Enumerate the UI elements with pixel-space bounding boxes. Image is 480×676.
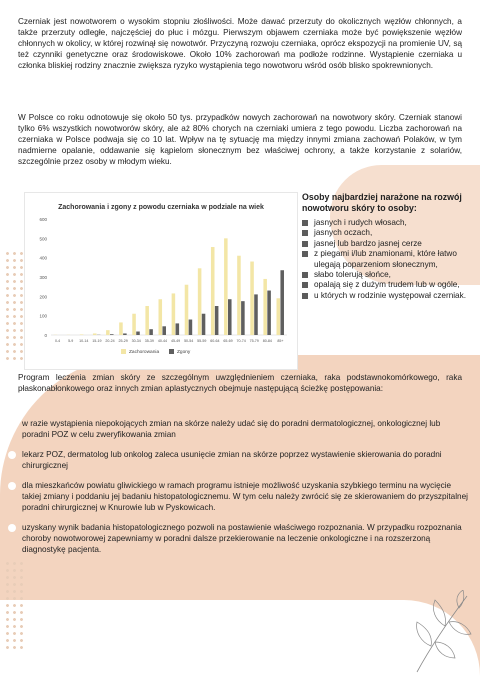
x-tick-label: 80-84 xyxy=(262,339,272,343)
x-tick-label: 55-59 xyxy=(197,339,207,343)
bar-zgony xyxy=(267,291,271,335)
square-bullet-icon xyxy=(302,282,308,288)
y-tick-label: 600 xyxy=(39,217,47,222)
risk-group-box xyxy=(302,192,472,301)
bar-zgony xyxy=(215,306,219,335)
bar-zgony xyxy=(149,329,153,335)
x-tick-label: 45-49 xyxy=(170,339,181,343)
treatment-step xyxy=(8,480,468,513)
melanoma-age-chart xyxy=(24,192,298,370)
treatment-step-text: w razie wystąpienia niepokojących zmian na skórze należy udać się do poradni dermatologicznej, onkologicznej lub poradni POZ w celu zweryfikowania zmian xyxy=(22,419,441,439)
decorative-dot-pattern-lower xyxy=(4,560,26,650)
circle-bullet-icon xyxy=(8,420,16,428)
risk-item-text: opalają się z dużym trudem lub w ogóle, xyxy=(314,280,460,290)
square-bullet-icon xyxy=(302,241,308,247)
decorative-dot-pattern xyxy=(4,250,26,360)
x-tick-label: 40-44 xyxy=(157,339,168,343)
risk-item-text: jasnych i rudych włosach, xyxy=(314,218,407,227)
bar-zgony xyxy=(162,326,166,335)
x-tick-label: 50-54 xyxy=(184,339,194,343)
x-tick-label: 20-24 xyxy=(105,339,115,343)
x-tick-label: 85+ xyxy=(277,339,284,343)
legend-swatch-zgony xyxy=(169,349,174,354)
bar-zachorowania xyxy=(132,314,136,335)
y-tick-label: 100 xyxy=(39,313,47,319)
x-tick-label: 60-64 xyxy=(210,339,220,343)
legend-label: Zachorowania xyxy=(129,350,160,355)
x-tick-label: 25-29 xyxy=(118,339,128,343)
bar-zachorowania xyxy=(277,298,281,335)
bar-zgony xyxy=(202,314,206,335)
square-bullet-icon xyxy=(302,293,308,299)
circle-bullet-icon xyxy=(8,524,16,532)
risk-item-text: z piegami i/lub znamionami, które łatwo ulegają poparzeniom słonecznym, xyxy=(314,249,457,269)
treatment-program-intro: Program leczenia zmian skóry ze szczególnym uwzględnieniem czerniaka, raka podstawnokomórkowego, raka płaskonabłonkowego oraz innych zmian aplastycznych obejmuje następującą ścieżkę postępowania: xyxy=(18,373,462,393)
bar-zgony xyxy=(123,333,127,335)
legend-label: Zgony xyxy=(177,350,191,355)
square-bullet-icon xyxy=(302,272,308,278)
bar-zgony xyxy=(136,332,140,335)
bar-zachorowania xyxy=(250,262,254,335)
leaf-branch-icon xyxy=(405,590,475,674)
bar-zgony xyxy=(254,294,258,335)
x-tick-label: 75-79 xyxy=(249,339,259,343)
square-bullet-icon xyxy=(302,251,308,257)
risk-item-text: jasnych oczach, xyxy=(314,228,373,238)
bar-zachorowania xyxy=(224,238,228,335)
circle-bullet-icon xyxy=(8,451,16,459)
risk-item xyxy=(302,239,472,249)
y-tick-label: 500 xyxy=(39,236,47,242)
statistics-paragraph: W Polsce co roku odnotowuje się około 50 tys. przypadków nowych zachorowań na nowotwory skóry. Czerniak stanowi tylko 6% wszystkich nowotworów skóry, ale aż 80% chorych na czerniaki umiera z tego powodu. Liczba zachorowań na czerniaka w Polsce podwaja się co 10 lat. Wpływ na tę sytuację ma między innymi zmiana zachowań Polaków, w tym nadmierne opalanie, oddawanie się kąpielom słonecznym bez właściwej ochrony, a także korzystanie z solariów, szczególnie przez osoby w młodym wieku. xyxy=(18,113,462,166)
x-tick-label: 65-69 xyxy=(223,339,233,343)
bar-zgony xyxy=(176,323,180,335)
y-tick-label: 400 xyxy=(39,255,47,261)
bar-zachorowania xyxy=(211,247,215,335)
treatment-step-text: dla mieszkańców powiatu gliwickiego w ramach programu istnieje możliwość uzyskania szybkiego terminu na wycięcie takiej zmiany i poddaniu jej badaniu histopatologicznemu. W tym celu należy zwrócić się ze skierowaniem do przyszpitalnej poradni chirurgicznej w Knurowie lub w Pyskowicach. xyxy=(22,481,468,512)
risk-item xyxy=(302,228,472,238)
x-tick-label: 35-39 xyxy=(144,339,154,343)
treatment-step-text: lekarz POZ, dermatolog lub onkolog zaleca usunięcie zmian na skórze poprzez wystawienie skierowania do poradni chirurgicznej xyxy=(22,450,442,470)
y-tick-label: 0 xyxy=(44,333,47,338)
treatment-steps-list xyxy=(8,418,468,564)
risk-item-text: jasnej lub bardzo jasnej cerze xyxy=(314,238,422,248)
bar-zachorowania xyxy=(237,256,241,335)
risk-item-text: u których w rodzinie występował czerniak. xyxy=(314,290,466,300)
treatment-step-text: uzyskany wynik badania histopatologicznego pozwoli na postawienie właściwego rozpoznania. W przypadku rozpoznania choroby nowotworowej zapewniamy w poradni dalsze przekierowanie na leczenie onkologiczne i na rozszerzoną diagnostykę pacjenta. xyxy=(22,523,462,554)
treatment-step xyxy=(8,449,468,471)
x-tick-label: 70-74 xyxy=(236,339,246,343)
bar-zgony xyxy=(280,270,284,335)
x-tick-label: 30-34 xyxy=(131,339,141,343)
bar-zachorowania xyxy=(263,279,267,335)
bar-zachorowania xyxy=(106,330,110,335)
x-tick-label: 0-4 xyxy=(54,339,61,343)
risk-item xyxy=(302,280,472,290)
treatment-step xyxy=(8,522,468,555)
y-tick-label: 300 xyxy=(39,275,47,280)
x-tick-label: 15-19 xyxy=(92,339,102,343)
circle-bullet-icon xyxy=(8,482,16,490)
bar-zachorowania xyxy=(185,285,189,335)
y-tick-label: 200 xyxy=(39,294,47,300)
bar-zachorowania xyxy=(172,293,176,335)
square-bullet-icon xyxy=(302,230,308,236)
legend-swatch-zachorowania xyxy=(121,349,126,354)
risk-item xyxy=(302,291,472,301)
bar-zachorowania xyxy=(93,333,97,335)
risk-group-list xyxy=(302,218,472,301)
bar-zachorowania xyxy=(80,334,84,335)
bar-zgony xyxy=(228,299,232,335)
bar-zgony xyxy=(189,320,193,335)
bar-zgony xyxy=(110,334,114,335)
bar-zachorowania xyxy=(198,268,202,335)
x-tick-label: 10-14 xyxy=(79,339,89,343)
bar-zgony xyxy=(241,301,245,335)
risk-item xyxy=(302,218,472,228)
risk-item-text: słabo tolerują słońce, xyxy=(314,270,391,280)
chart-svg xyxy=(25,193,297,369)
intro-paragraph: Czerniak jest nowotworem o wysokim stopniu złośliwości. Może dawać przerzuty do okolicznych węzłów chłonnych, a także przerzuty odległe, najczęściej do płuc i mózgu. Pierwszym objawem czerniaka może być powiększenie węzłów chłonnych w okolicy, w której rozwinął się nowotwór. Przyczyną rozwoju czerniaka, oprócz ekspozycji na promienie UV, są też czynniki genetyczne oraz środowiskowe. Około 10% zachorowań ma podłoże rodzinne. Wystąpienie czerniaka u członka bliskiej rodziny znacznie zwiększa ryzyko wystąpienia tego nowotworu wśród osób blisko spokrewnionych. xyxy=(18,17,462,70)
x-tick-label: 5-9 xyxy=(68,339,74,343)
treatment-step xyxy=(8,418,468,440)
bar-zachorowania xyxy=(145,306,149,335)
bar-zachorowania xyxy=(119,322,123,335)
square-bullet-icon xyxy=(302,220,308,226)
risk-item xyxy=(302,249,472,270)
risk-item xyxy=(302,270,472,280)
chart-title: Zachorowania i zgony z powodu czerniaka w podziale na wiek xyxy=(58,204,264,211)
risk-group-title: Osoby najbardziej narażone na rozwój nowotworu skóry to osoby: xyxy=(302,192,462,213)
bar-zachorowania xyxy=(159,299,163,335)
